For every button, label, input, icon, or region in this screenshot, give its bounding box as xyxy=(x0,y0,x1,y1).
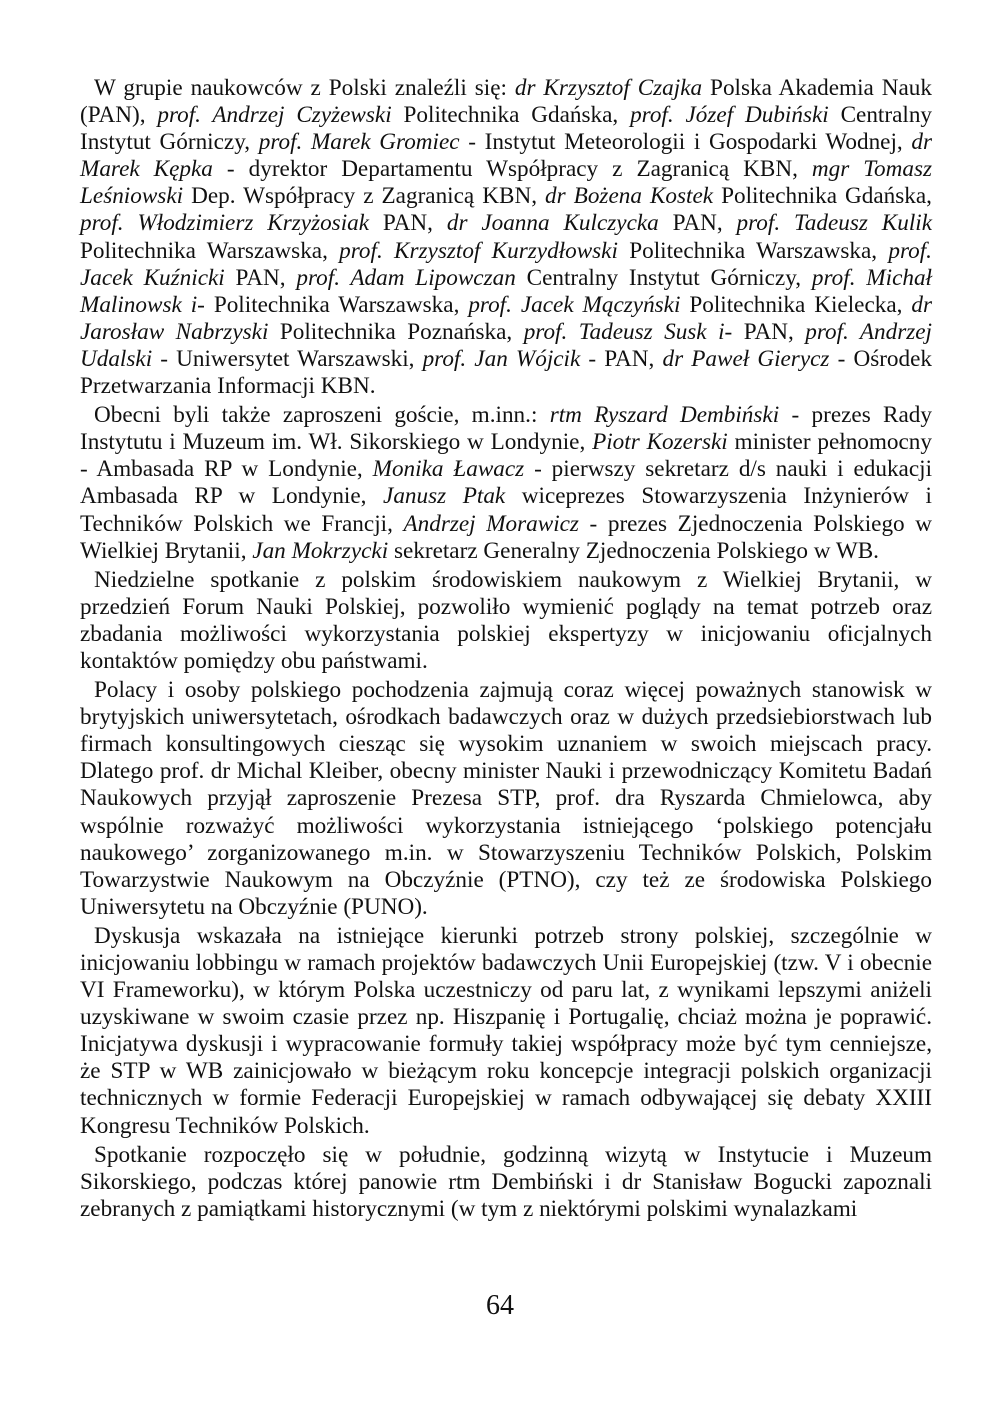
person-name: prof. Włodzimierz Krzyżosiak xyxy=(80,210,370,237)
person-name: dr Paweł Gierycz xyxy=(662,345,830,372)
text-segment: Obecni byli także zaproszeni goście, m.inn.: xyxy=(94,402,550,429)
paragraph xyxy=(80,75,932,402)
text-segment: - PAN, xyxy=(580,345,663,372)
person-name: prof. Adam Lipowczan xyxy=(296,264,516,291)
text-segment: Politechnika Warszawska, xyxy=(80,237,340,264)
text-segment: Politechnika Poznańska, xyxy=(268,318,524,345)
paragraph xyxy=(80,677,932,923)
person-name: Andrzej Morawicz xyxy=(403,510,579,537)
text-segment: Politechnika Warszawska, xyxy=(617,237,889,264)
text-segment: - Uniwersytet Warszawski, xyxy=(152,345,423,372)
text-segment: Dep. Współpracy z Zagranicą KBN, xyxy=(183,183,546,210)
text-segment: Dyskusja wskazała na istniejące kierunki potrzeb strony polskiej, szczególnie w inicjowaniu lobbingu w ramach projektów badawczych Unii Europejskiej (tzw. V i obecnie VI Frameworku), w którym Polska uczestniczy od paru lat, z wynikami lepszymi aniżeli uzyskiwane w swoim czasie przez np. Hiszpanię i Portugalię, chciaż można je poprawić. Inicjatywa dyskusji i wypracowanie formuły takiej współpracy może być tym cenniejsze, że STP w WB zainicjowało w bieżącym roku koncepcje integracji polskich organizacji technicznych w formie Federacji Europejskiej w ramach odbywającej się debaty XXIII Kongresu Techników Polskich. xyxy=(80,922,932,1139)
text-segment: Politechnika Kielecka, xyxy=(680,291,912,318)
person-name: dr Krzysztof Czajka xyxy=(514,75,703,101)
person-name: prof. Jacek Mączyński xyxy=(468,291,681,318)
text-segment: - Ośrodek Przetwarzania Informacji KBN. xyxy=(80,345,933,400)
person-name: dr Marek Kępka xyxy=(80,129,932,183)
text-segment: PAN, xyxy=(369,210,447,237)
person-name: prof. Tadeusz Kulik xyxy=(736,210,932,237)
person-name: prof. Jan Wójcik xyxy=(422,345,581,372)
person-name: mgr Tomasz Leśniowski xyxy=(80,156,933,210)
text-segment: sekretarz Generalny Zjednoczenia Polskiego w WB. xyxy=(388,537,879,564)
text-segment: - dyrektor Departamentu Współpracy z Zagranicą KBN, xyxy=(212,156,812,183)
person-name: prof. Józef Dubiński xyxy=(630,102,829,129)
text-segment: - pierwszy sekretarz d/s nauki i edukacji Ambasada RP w Londynie, xyxy=(80,456,933,510)
document-body xyxy=(80,75,932,1225)
paragraph xyxy=(80,567,932,677)
text-segment: Polacy i osoby polskiego pochodzenia zajmują coraz więcej poważnych stanowisk w brytyjskich uniwersytetach, ośrodkach badawczych oraz w dużych przedsiebiorstwach lub firmach konsultingowych ciesząc się wysokim uznaniem w swoich miejscach pracy. Dlatego prof. dr Michal Kleiber, obecny minister Nauki i przewodniczący Komitetu Badań Naukowych przyjął zaproszenie Prezesa STP, prof. dra Ryszarda Chmielowca, aby wspólnie rozważyć możliwości wykorzystania istniejącego ‘polskiego potencjału naukowego’ zorganizowanego m.in. w Stowarzyszeniu Techników Polskich, Polskim Towarzystwie Naukowym na Obczyźnie (PTNO), czy też ze środowiska Polskiego Uniwersytetu na Obczyźnie (PUNO). xyxy=(80,677,932,920)
person-name: Piotr Kozerski xyxy=(592,429,728,456)
person-name: prof. Michał Malinowsk i xyxy=(80,264,932,318)
person-name: Janusz Ptak xyxy=(383,483,506,510)
person-name: Jan Mokrzycki xyxy=(252,537,389,564)
text-segment: PAN, xyxy=(658,210,737,237)
text-segment: PAN, xyxy=(224,264,297,291)
page-number: 64 xyxy=(486,1290,514,1321)
text-segment: Centralny Instytut Górniczy, xyxy=(515,264,812,291)
text-segment: minister pełnomocny - Ambasada RP w Londynie, xyxy=(80,429,932,483)
person-name: prof. Marek Gromiec xyxy=(258,129,460,156)
person-name: prof. Andrzej Czyżewski xyxy=(157,102,392,129)
text-segment: - Politechnika Warszawska, xyxy=(197,291,469,318)
person-name: dr Joanna Kulczycka xyxy=(446,210,659,237)
person-name: prof. Tadeusz Susk i xyxy=(523,318,725,345)
text-segment: - prezes Zjednoczenia Polskiego w Wielkiej Brytanii, xyxy=(80,510,932,564)
text-segment: W grupie naukowców z Polski znaleźli się: xyxy=(94,75,515,101)
text-segment: Politechnika Gdańska, xyxy=(391,102,631,129)
person-name: prof. Krzysztof Kurzydłowski xyxy=(339,237,618,264)
paragraph xyxy=(80,923,932,1142)
text-segment: - prezes Rady Instytutu i Muzeum im. Wł. Sikorskiego w Londynie, xyxy=(80,402,932,456)
person-name: dr Bożena Kostek xyxy=(545,183,714,210)
text-segment: Polska Akademia Nauk (PAN), xyxy=(80,75,932,129)
person-name: prof. Jacek Kuźnicki xyxy=(80,237,932,291)
text-segment: Politechnika Gdańska, xyxy=(713,183,932,210)
text-segment: - Instytut Meteorologii i Gospodarki Wodnej, xyxy=(459,129,912,156)
text-segment: Niedzielne spotkanie z polskim środowiskiem naukowym z Wielkiej Brytanii, w przedzień Forum Nauki Polskiej, pozwoliło wymienić poglądy na temat potrzeb oraz zbadania możliwości wykorzystania polskiej ekspertyzy w inicjowaniu oficjalnych kontaktów pomiędzy obu państwami. xyxy=(80,566,932,674)
paragraph xyxy=(80,1142,932,1225)
text-segment: - PAN, xyxy=(724,318,806,345)
person-name: Monika Ławacz xyxy=(372,456,525,483)
person-name: dr Jarosław Nabrzyski xyxy=(80,291,932,345)
person-name: rtm Ryszard Dembiński xyxy=(549,402,780,429)
person-name: prof. Andrzej Udalski xyxy=(80,318,933,372)
text-segment: Centralny Instytut Górniczy, xyxy=(80,102,933,156)
paragraph xyxy=(80,402,932,567)
text-segment: wiceprezes Stowarzyszenia Inżynierów i Techników Polskich we Francji, xyxy=(80,483,932,537)
text-segment: Spotkanie rozpoczęło się w południe, godzinną wizytą w Instytucie i Muzeum Sikorskiego, podczas której panowie rtm Dembiński i dr Stanisław Bogucki zapoznali zebranych z pamiątkami historycznymi (w tym z niektórymi polskimi wynalazkami xyxy=(80,1141,932,1222)
